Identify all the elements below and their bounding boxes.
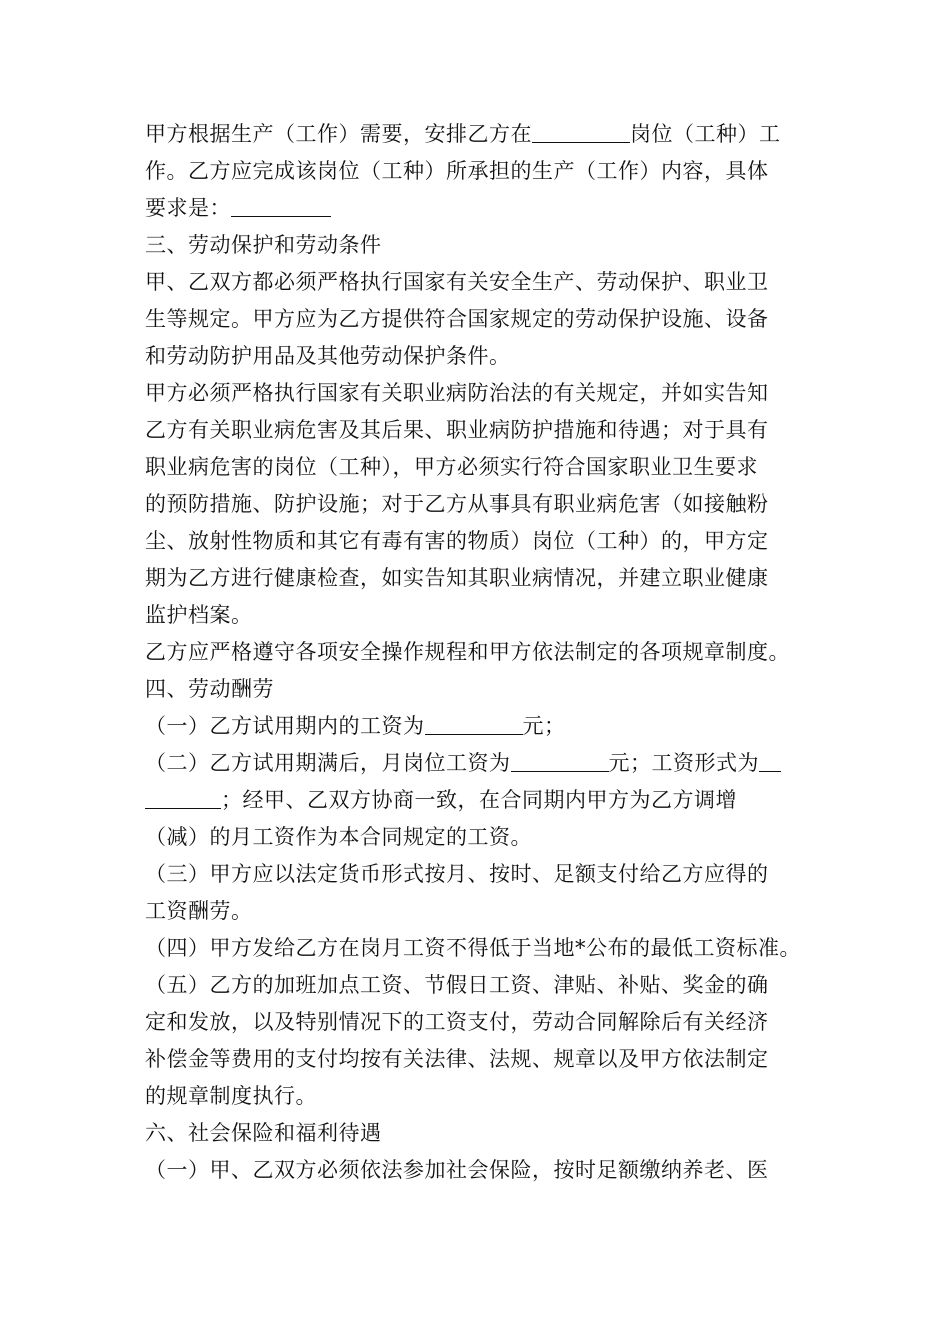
text-line: 监护档案。	[145, 603, 253, 627]
fill-in-blank[interactable]	[425, 712, 523, 735]
text-line: 工资酬劳。	[145, 899, 253, 923]
text-line: （减）的月工资作为本合同规定的工资。	[145, 825, 532, 849]
text-line: 甲、乙双方都必须严格执行国家有关安全生产、劳动保护、职业卫	[145, 270, 769, 294]
text-line: 乙方有关职业病危害及其后果、职业病防护措施和待遇；对于具有	[145, 418, 769, 442]
fill-in-blank[interactable]	[145, 786, 221, 809]
text-line: （一）甲、乙双方必须依法参加社会保险，按时足额缴纳养老、医	[145, 1158, 769, 1182]
section-heading: 三、劳动保护和劳动条件	[145, 233, 382, 257]
text-line: 要求是：	[145, 190, 815, 227]
text-line: 的预防措施、防护设施；对于乙方从事具有职业病危害（如接触粉	[145, 492, 769, 516]
text-line: （一）乙方试用期内的工资为 元；	[145, 714, 566, 738]
section-heading: 六、社会保险和福利待遇	[145, 1121, 382, 1145]
text-line: 期为乙方进行健康检查，如实告知其职业病情况，并建立职业健康	[145, 566, 769, 590]
text-line: 作。乙方应完成该岗位（工种）所承担的生产（工作）内容，具体	[145, 159, 769, 183]
text-line: （五）乙方的加班加点工资、节假日工资、津贴、补贴、奖金的确	[145, 973, 769, 997]
text-line: 补偿金等费用的支付均按有关法律、法规、规章以及甲方依法制定	[145, 1047, 769, 1071]
fill-in-blank[interactable]	[231, 194, 331, 217]
text-line: 尘、放射性物质和其它有毒有害的物质）岗位（工种）的，甲方定	[145, 529, 769, 553]
text-line: 定和发放，以及特别情况下的工资支付，劳动合同解除后有关经济	[145, 1010, 769, 1034]
text-line: 生等规定。甲方应为乙方提供符合国家规定的劳动保护设施、设备	[145, 307, 769, 331]
text-line: （三）甲方应以法定货币形式按月、按时、足额支付给乙方应得的	[145, 862, 769, 886]
text-line: 的规章制度执行。	[145, 1084, 317, 1108]
text-line: 甲方根据生产（工作）需要，安排乙方在 岗位（工种）工	[145, 122, 781, 146]
text-line: 职业病危害的岗位（工种），甲方必须实行符合国家职业卫生要求	[145, 455, 758, 479]
text-line: 和劳动防护用品及其他劳动保护条件。	[145, 344, 511, 368]
fill-in-blank[interactable]	[511, 749, 609, 772]
fill-in-blank[interactable]	[759, 749, 781, 772]
fill-in-blank[interactable]	[532, 120, 630, 143]
text-line: 甲方必须严格执行国家有关职业病防治法的有关规定，并如实告知	[145, 381, 769, 405]
section-heading: 四、劳动酬劳	[145, 677, 274, 701]
text-line: （二）乙方试用期满后，月岗位工资为 元；工资形式为	[145, 745, 815, 782]
text-line: 乙方应严格遵守各项安全操作规程和甲方依法制定的各项规章制度。	[145, 640, 790, 664]
text-line: ；经甲、乙双方协商一致，在合同期内甲方为乙方调增	[145, 782, 815, 819]
contract-text	[145, 116, 815, 1189]
text-line: （四）甲方发给乙方在岗月工资不得低于当地*公布的最低工资标准。	[145, 936, 801, 960]
